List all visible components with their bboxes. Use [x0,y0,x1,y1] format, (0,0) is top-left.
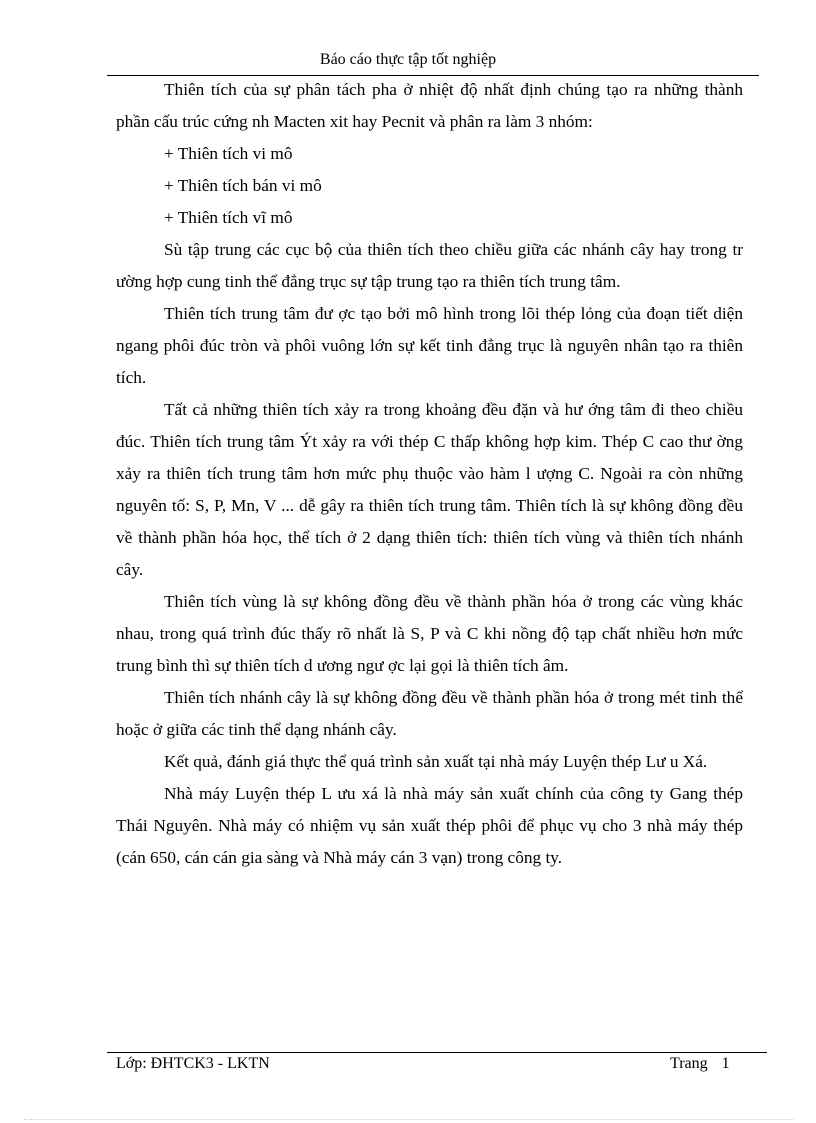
paragraph-8: Nhà máy Luyện thép L ưu xá là nhà máy sản xuất chính của công ty Gang thép Thái Nguyên. Nhà máy có nhiệm vụ sản xuất thép phôi để phục vụ cho 3 nhà máy thép (cán 650, cán cán gia sàng và Nhà máy cán 3 vạn) trong công ty. [116,784,743,867]
body-text [116,74,743,874]
bullet-3: + Thiên tích vĩ mô [164,208,293,227]
footer-class-label: Lớp: ĐHTCK3 - LKTN [116,1055,270,1072]
paragraph-2: Sù tập trung các cục bộ của thiên tích theo chiều giữa các nhánh cây hay trong tr ường hợp cung tinh thể đẳng trục sự tập trung tạo ra thiên tích trung tâm. [116,240,743,291]
footer-rule [107,1052,767,1053]
page-edge [24,1119,794,1120]
page-header: Báo cáo thực tập tốt nghiệp [319,51,497,68]
paragraph-5: Thiên tích vùng là sự không đồng đều về thành phần hóa ở trong các vùng khác nhau, trong quá trình đúc thấy rõ nhất là S, P và C khi nồng độ tạp chất nhiều hơn mức trung bình thì sự thiên tích d ương ngư ợc lại gọi là thiên tích âm. [116,592,743,675]
footer-page-info [670,1055,730,1073]
paragraph-6: Thiên tích nhánh cây là sự không đồng đều về thành phần hóa ở trong mét tinh thể hoặc ở giữa các tinh thể dạng nhánh cây. [116,688,743,739]
paragraph-1: Thiên tích của sự phân tách pha ở nhiệt độ nhất định chúng tạo ra những thành phần cấu trúc cứng nh Macten xit hay Pecnit và phân ra làm 3 nhóm: [116,80,743,131]
bullet-2: + Thiên tích bán vi mô [164,176,322,195]
page-number: 1 [721,1055,730,1072]
paragraph-4: Tất cả những thiên tích xảy ra trong khoảng đều đặn và hư ớng tâm đi theo chiều đúc. Thiên tích trung tâm Ýt xảy ra với thép C thấp không hợp kim. Thép C cao thư ờng xảy ra thiên tích trung tâm hơn mức phụ thuộc vào hàm l ượng C. Ngoài ra còn những nguyên tố: S, P, Mn, V ... dễ gây ra thiên tích trung tâm. Thiên tích là sự không đồng đều về thành phần hóa học, thể tích ở 2 dạng thiên tích: thiên tích vùng và thiên tích nhánh cây. [116,400,743,579]
paragraph-3: Thiên tích trung tâm đư ợc tạo bởi mô hình trong lõi thép lỏng của đoạn tiết diện ngang phôi đúc tròn và phôi vuông lớn sự kết tinh đẳng trục là nguyên nhân tạo ra thiên tích. [116,304,743,387]
bullet-1: + Thiên tích vi mô [164,144,293,163]
page-label: Trang [670,1055,708,1072]
paragraph-7: Kết quả, đánh giá thực thể quá trình sản xuất tại nhà máy Luyện thép Lư u Xá. [164,752,708,771]
